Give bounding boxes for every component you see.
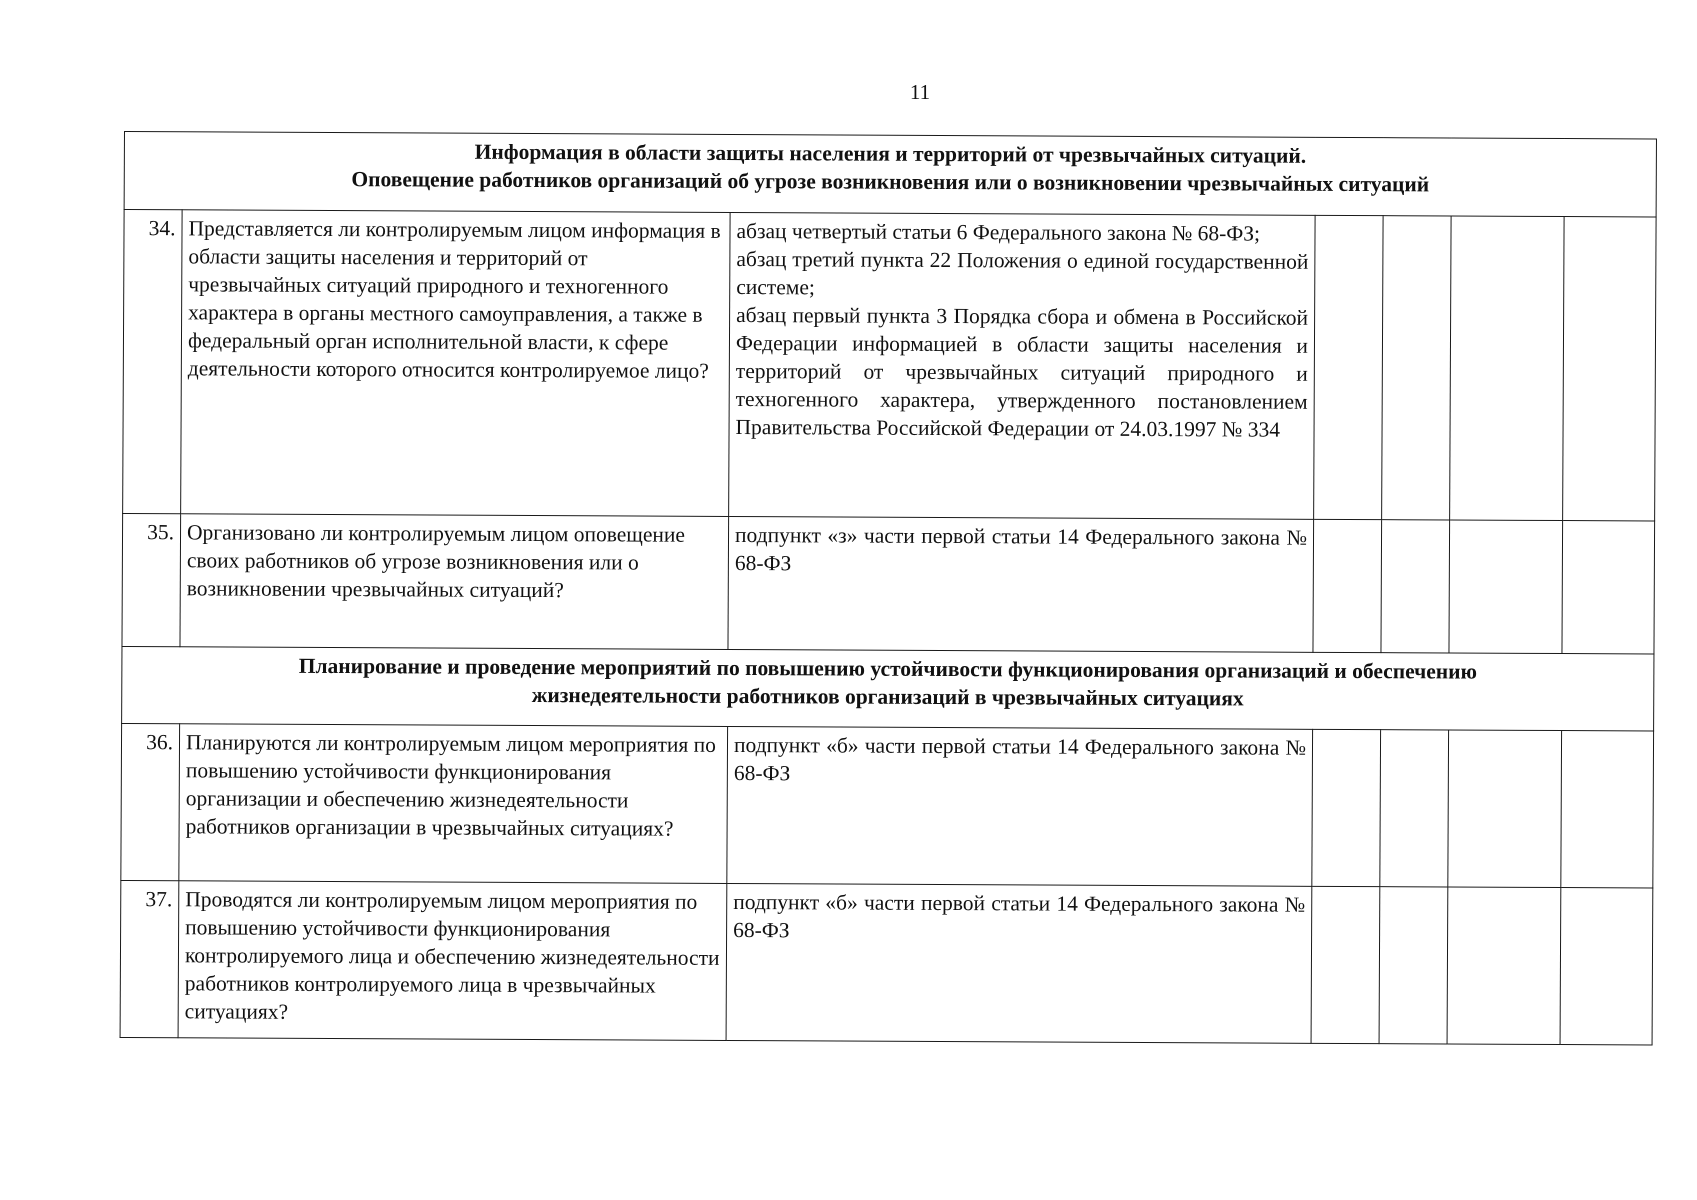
legal-basis-cell bbox=[727, 726, 1313, 886]
question-cell: Представляется ли контролируемым лицом информация в области защиты населения и территорий от чрезвычайных ситуаций природного и техногенного характера в органы местного самоуправления, а также в федеральный орган исполнительной власти, к сфере деятельности которого относится контролируемое лицо? bbox=[181, 210, 730, 517]
legal-basis-item: подпункт «б» части первой статьи 14 Федерального закона № 68-ФЗ bbox=[733, 732, 1307, 786]
answer-no-cell[interactable] bbox=[1381, 520, 1450, 653]
answer-yes-cell[interactable] bbox=[1313, 519, 1382, 652]
section-title-line: Оповещение работников организаций об угрозе возникновения или о возникновении чрезвычайных ситуаций bbox=[351, 167, 1430, 197]
legal-basis-cell bbox=[728, 516, 1314, 652]
answer-not-applicable-cell[interactable] bbox=[1450, 216, 1564, 521]
answer-no-cell[interactable] bbox=[1380, 730, 1449, 887]
section-header-row bbox=[124, 132, 1656, 217]
legal-basis-item: абзац четвертый статьи 6 Федерального закона № 68-ФЗ; bbox=[736, 218, 1261, 246]
answer-yes-cell[interactable] bbox=[1311, 886, 1380, 1043]
notes-cell[interactable] bbox=[1560, 888, 1653, 1045]
page-number: 11 bbox=[909, 80, 931, 104]
section-title bbox=[122, 646, 1654, 730]
section-title bbox=[124, 132, 1656, 217]
question-cell: Организовано ли контролируемым лицом оповещение своих работников об угрозе возникновения или о возникновении чрезвычайных ситуаций? bbox=[180, 514, 729, 650]
answer-not-applicable-cell[interactable] bbox=[1448, 730, 1562, 888]
section-header-row bbox=[122, 646, 1654, 730]
legal-basis-item: подпункт «з» части первой статьи 14 Федерального закона № 68-ФЗ bbox=[734, 522, 1308, 576]
notes-cell[interactable] bbox=[1563, 217, 1657, 521]
question-cell: Планируются ли контролируемым лицом мероприятия по повышению устойчивости функционирования организации и обеспечению жизнедеятельности работников организации в чрезвычайных ситуациях? bbox=[179, 724, 728, 884]
answer-no-cell[interactable] bbox=[1379, 887, 1448, 1044]
section-title-line: Информация в области защиты населения и территорий от чрезвычайных ситуаций. bbox=[474, 139, 1307, 168]
legal-basis-item: абзац третий пункта 22 Положения о единой государственной системе; bbox=[736, 246, 1309, 300]
row-number: 36. bbox=[121, 723, 180, 880]
row-number: 35. bbox=[122, 513, 181, 646]
question-cell: Проводятся ли контролируемым лицом мероприятия по повышению устойчивости функционирования контролируемого лица и обеспечению жизнедеятельности работников контролируемого лица в чрезвычайных ситуациях? bbox=[178, 881, 727, 1041]
row-number: 37. bbox=[120, 880, 179, 1037]
notes-cell[interactable] bbox=[1562, 521, 1655, 654]
answer-not-applicable-cell[interactable] bbox=[1449, 520, 1563, 654]
checklist-table bbox=[120, 131, 1657, 1045]
answer-not-applicable-cell[interactable] bbox=[1447, 887, 1561, 1045]
legal-basis-item: абзац первый пункта 3 Порядка сбора и обмена в Российской Федерации информацией в области защиты населения и территорий от чрезвычайных ситуаций природного и техногенного характера, утвержденного постановлением Правительства Российской Федерации от 24.03.1997 № 334 bbox=[735, 302, 1309, 442]
section-title-line: жизнедеятельности работников организаций в чрезвычайных ситуациях bbox=[531, 682, 1244, 711]
checklist-sheet bbox=[120, 131, 1656, 1045]
legal-basis-cell bbox=[726, 883, 1312, 1043]
notes-cell[interactable] bbox=[1561, 731, 1654, 888]
legal-basis-cell bbox=[729, 212, 1315, 519]
answer-yes-cell[interactable] bbox=[1314, 215, 1383, 519]
table-row bbox=[120, 880, 1653, 1044]
answer-yes-cell[interactable] bbox=[1312, 729, 1381, 886]
table-row bbox=[122, 513, 1655, 653]
legal-basis-item: подпункт «б» части первой статьи 14 Федерального закона № 68-ФЗ bbox=[733, 889, 1306, 943]
answer-no-cell[interactable] bbox=[1382, 216, 1451, 520]
section-title-line: Планирование и проведение мероприятий по повышению устойчивости функционирования организаций и обеспечению bbox=[298, 653, 1478, 684]
row-number: 34. bbox=[123, 210, 182, 514]
table-row bbox=[121, 723, 1654, 887]
table-row bbox=[123, 210, 1657, 521]
